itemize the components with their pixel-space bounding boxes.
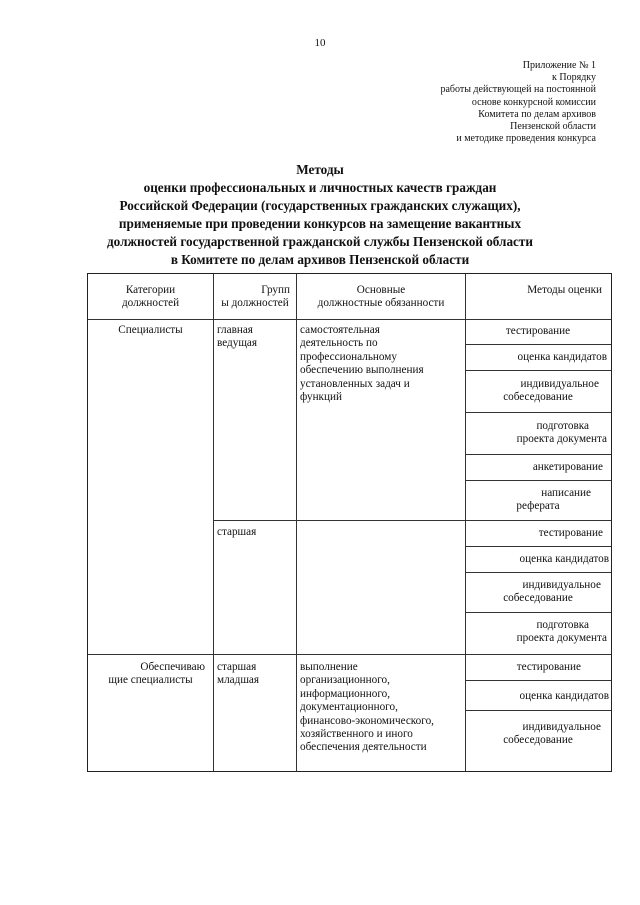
- header-divider: [88, 319, 611, 320]
- title-line: Российской Федерации (государственных гражданских служащих),: [119, 198, 521, 213]
- method-cell: подготовка проекта документа: [516, 619, 607, 645]
- method-cell: тестирование: [538, 527, 603, 539]
- category-cell: Специалисты: [118, 324, 183, 336]
- title-line: применяемые при проведении конкурсов на замещение вакантных: [118, 216, 522, 231]
- group-cell: старшая младшая: [217, 661, 260, 687]
- header-category: Категории должностей: [121, 284, 180, 310]
- group-cell: старшая: [217, 526, 257, 538]
- method-divider: [465, 344, 611, 345]
- duties-cell: выполнение организационного, информационного, документационного, финансово-экономического, хозяйственного и иного обеспечения деятельности: [300, 661, 434, 754]
- appendix-line: Комитета по делам архивов: [478, 108, 596, 120]
- appendix-line: работы действующей на постоянной: [440, 84, 596, 96]
- appendix-line: Приложение № 1: [522, 60, 596, 71]
- method-divider: [465, 680, 611, 681]
- method-cell: индивидуальное собеседование: [503, 721, 601, 747]
- method-cell: оценка кандидатов: [519, 690, 609, 702]
- method-cell: тестирование: [505, 325, 571, 337]
- page-number: 10: [314, 37, 326, 49]
- appendix-line: и методике проведения конкурса: [456, 133, 596, 145]
- header-duties: Основные должностные обязанности: [317, 284, 445, 310]
- method-cell: написание реферата: [516, 487, 591, 513]
- header-group: Групп ы должностей: [221, 284, 290, 310]
- appendix-line: основе конкурсной комиссии: [471, 96, 596, 108]
- document-title: [60, 161, 580, 269]
- method-cell: тестирование: [516, 661, 581, 673]
- method-cell: анкетирование: [532, 461, 603, 473]
- title-line: в Комитете по делам архивов Пензенской области: [170, 252, 470, 267]
- method-divider: [465, 454, 611, 455]
- appendix-note: [336, 60, 596, 145]
- method-divider: [465, 612, 611, 613]
- method-cell: оценка кандидатов: [517, 351, 607, 363]
- appendix-line: к Порядку: [552, 72, 596, 84]
- header-methods: Методы оценки: [527, 284, 602, 296]
- method-divider: [465, 520, 611, 521]
- category-cell: Обеспечиваю щие специалисты: [108, 661, 205, 687]
- group-divider: [213, 520, 465, 521]
- method-divider: [465, 710, 611, 711]
- method-cell: индивидуальное собеседование: [503, 378, 599, 404]
- group-cell: главная ведущая: [217, 324, 258, 350]
- appendix-line: Пензенской области: [510, 121, 596, 133]
- title-line: должностей государственной гражданской службы Пензенской области: [107, 234, 533, 249]
- evaluation-methods-table: [87, 273, 612, 772]
- method-divider: [465, 412, 611, 413]
- method-divider: [465, 546, 611, 547]
- column-divider: [296, 274, 297, 771]
- title-line: Методы: [296, 162, 344, 177]
- method-cell: подготовка проекта документа: [516, 420, 607, 446]
- method-cell: оценка кандидатов: [519, 553, 609, 565]
- method-cell: индивидуальное собеседование: [503, 579, 601, 605]
- column-divider: [213, 274, 214, 771]
- method-divider: [465, 572, 611, 573]
- title-line: оценки профессиональных и личностных качеств граждан: [143, 180, 497, 195]
- method-divider: [465, 480, 611, 481]
- section-divider: [88, 654, 611, 655]
- method-divider: [465, 370, 611, 371]
- duties-cell: самостоятельная деятельность по профессиональному обеспечению выполнения установленных задач и функций: [300, 324, 424, 404]
